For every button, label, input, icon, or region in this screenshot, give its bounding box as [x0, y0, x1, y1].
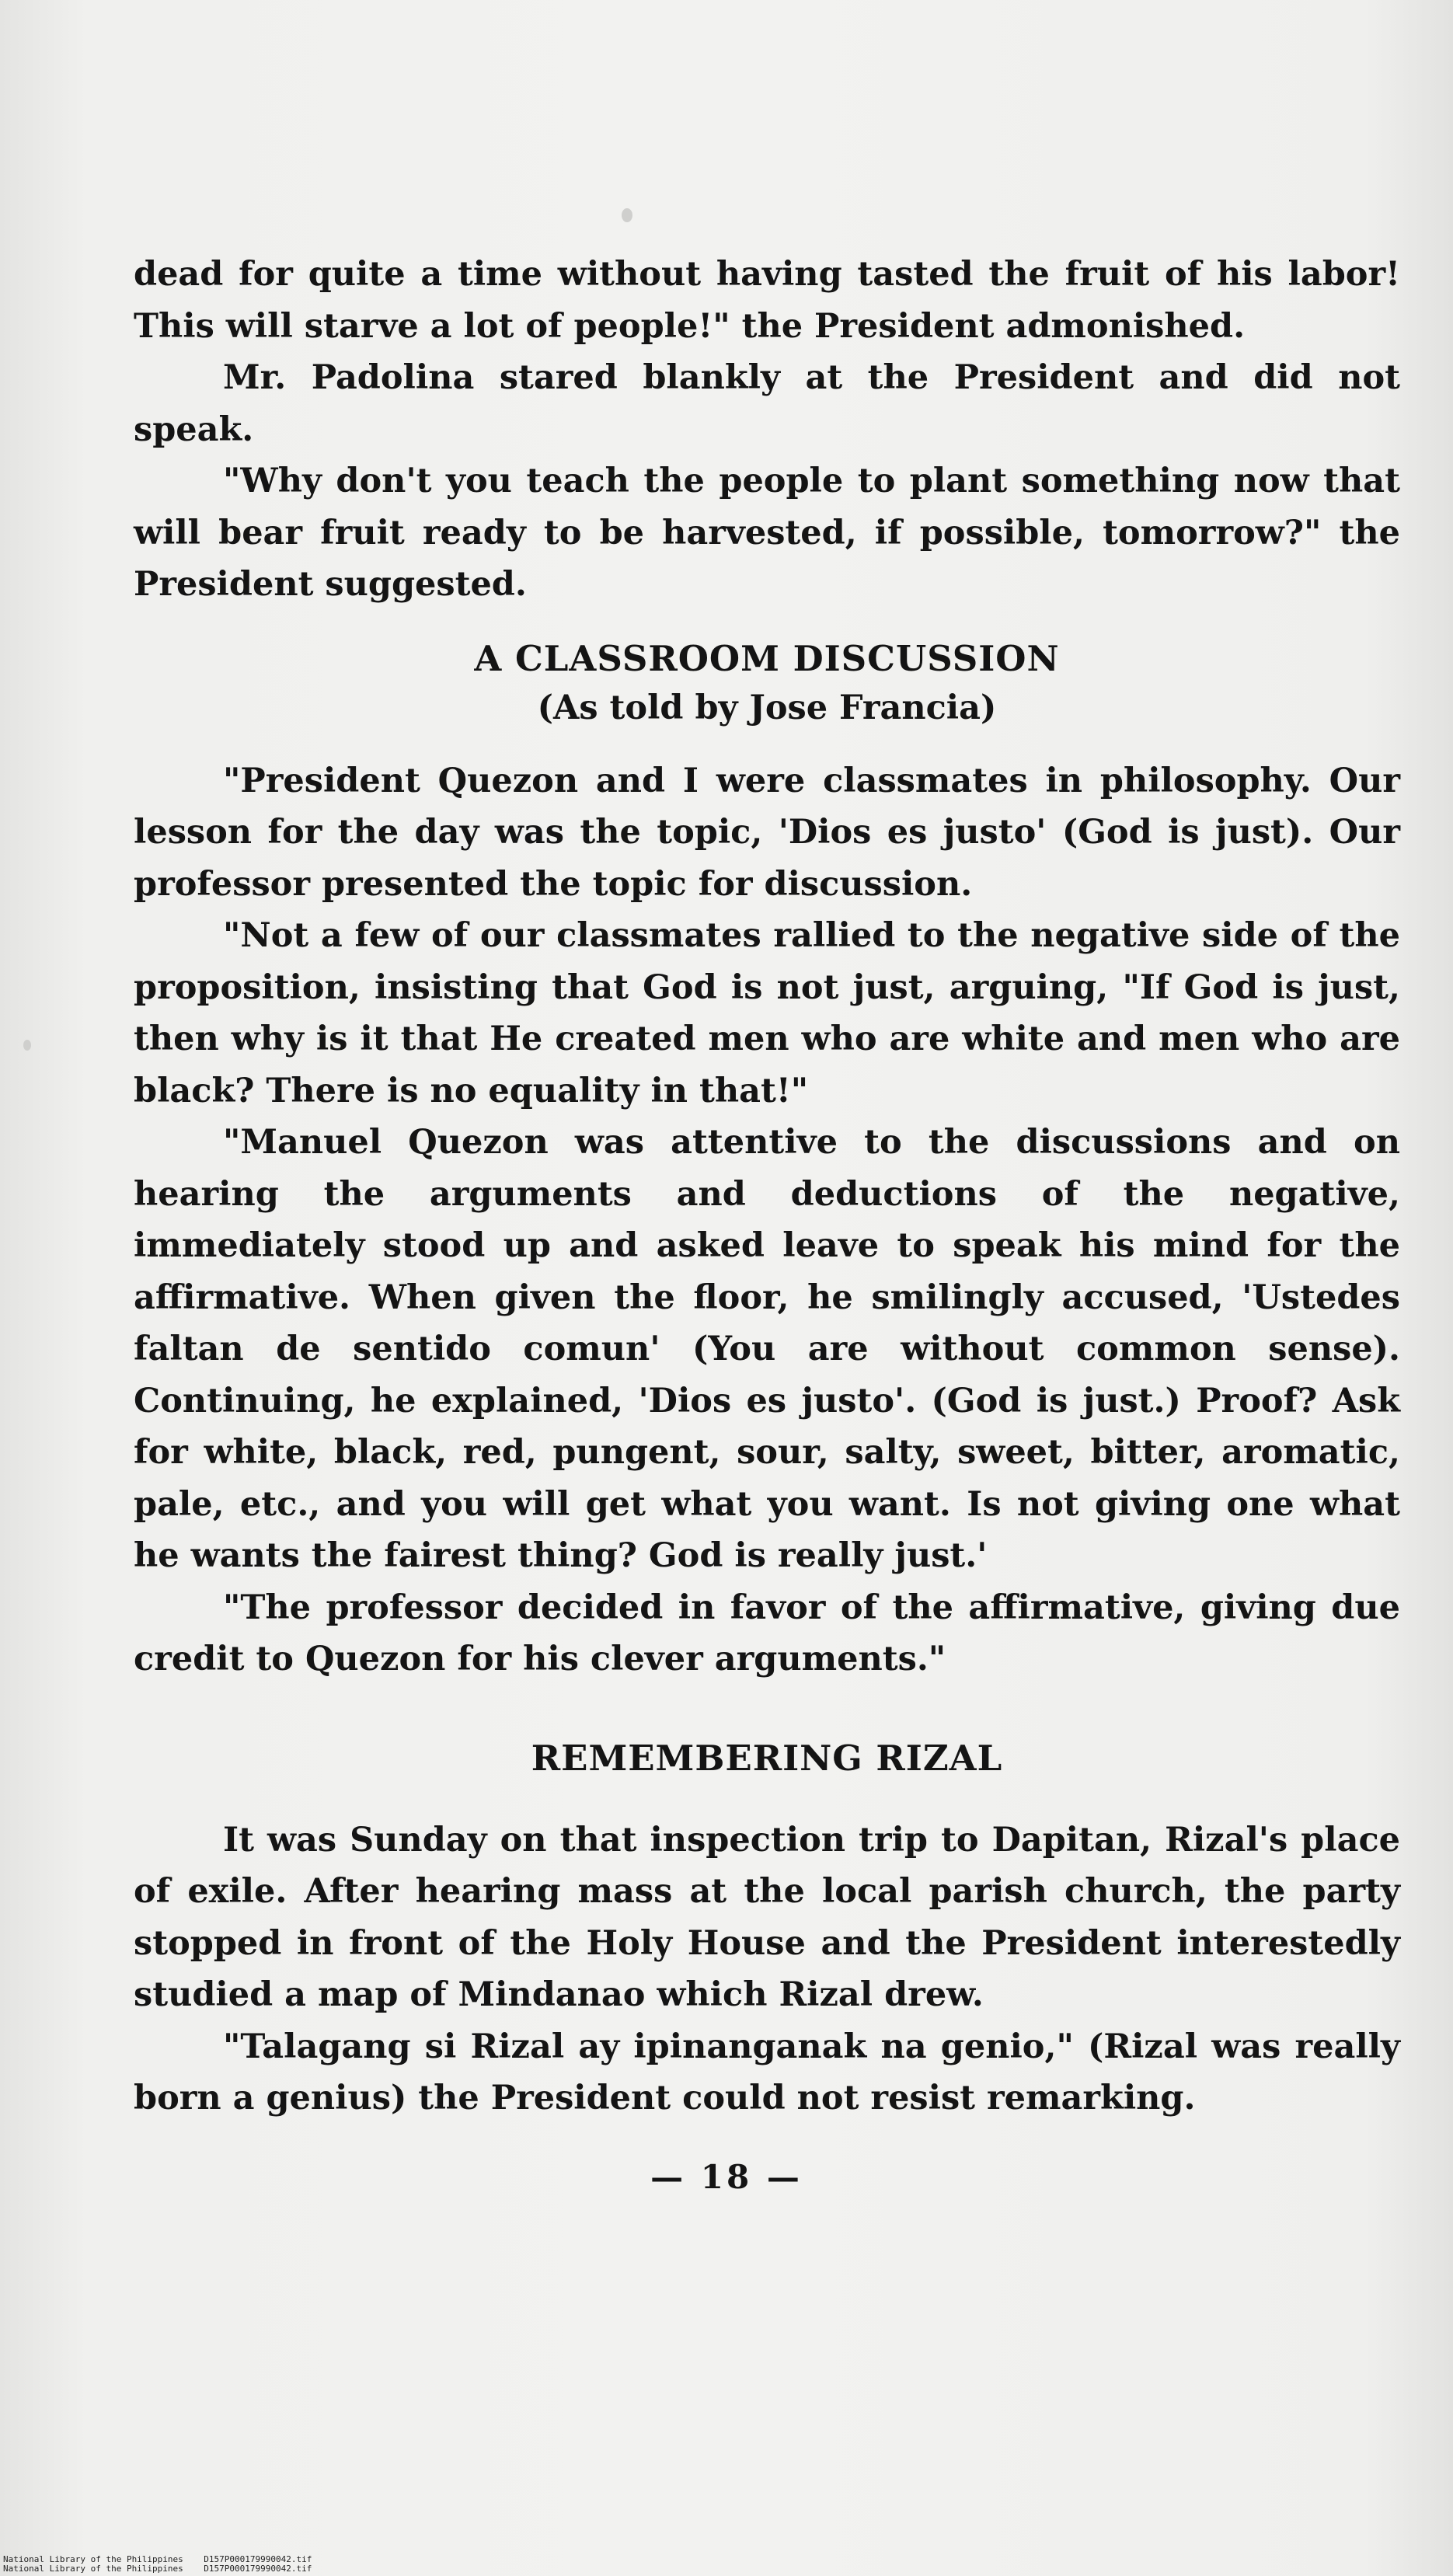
page-number: — 18 —	[650, 2158, 803, 2196]
paragraph: "Not a few of our classmates rallied to the negative side of the proposition, insisting that God is not just, arguing, "If God is just, then why is it that He created men who are white and men who are black? There is no equality in that!"	[134, 916, 1400, 1110]
footer-line: National Library of the Philippines D157P000179990042.tif	[3, 2554, 312, 2564]
paper-blemish	[622, 208, 632, 222]
scan-footer	[3, 2555, 312, 2574]
section-subheading-attribution: (As told by Jose Francia)	[537, 688, 997, 727]
paragraph: "President Quezon and I were classmates in philosophy. Our lesson for the day was the topic, 'Dios es justo' (God is just). Our professor presented the topic for discussion.	[134, 761, 1400, 904]
section-heading-classroom: A CLASSROOM DISCUSSION	[474, 637, 1060, 679]
paragraph: It was Sunday on that inspection trip to Dapitan, Rizal's place of exile. After hearing mass at the local parish church, the party stopped in front of the Holy House and the President interestedly studied a map of Mindanao which Rizal drew.	[134, 1820, 1400, 2014]
paragraph: dead for quite a time without having tasted the fruit of his labor! This will starve a lot of people!" the President admonished.	[134, 255, 1400, 346]
paragraph: "The professor decided in favor of the affirmative, giving due credit to Quezon for his clever arguments."	[134, 1588, 1400, 1678]
paragraph: "Why don't you teach the people to plant something now that will bear fruit ready to be harvested, if possible, tomorrow?" the President suggested.	[134, 462, 1400, 604]
footer-line: National Library of the Philippines D157P000179990042.tif	[3, 2564, 312, 2574]
body-text	[134, 249, 1400, 2125]
paragraph: "Manuel Quezon was attentive to the discussions and on hearing the arguments and deductions of the negative, immediately stood up and asked leave to speak his mind for the affirmative. When given the floor, he smilingly accused, 'Ustedes faltan de sentido comun' (You are without common sense). Continuing, he explained, 'Dios es justo'. (God is just.) Proof? Ask for white, black, red, pungent, sour, salty, sweet, bitter, aromatic, pale, etc., and you will get what you want. Is not giving one what he wants the fairest thing? God is really just.'	[134, 1123, 1400, 1575]
paragraph: Mr. Padolina stared blankly at the President and did not speak.	[134, 358, 1400, 449]
paragraph: "Talagang si Rizal ay ipinanganak na genio," (Rizal was really born a genius) the President could not resist remarking.	[134, 2027, 1400, 2118]
section-heading-rizal: REMEMBERING RIZAL	[531, 1737, 1003, 1779]
paper-blemish	[23, 1040, 31, 1051]
